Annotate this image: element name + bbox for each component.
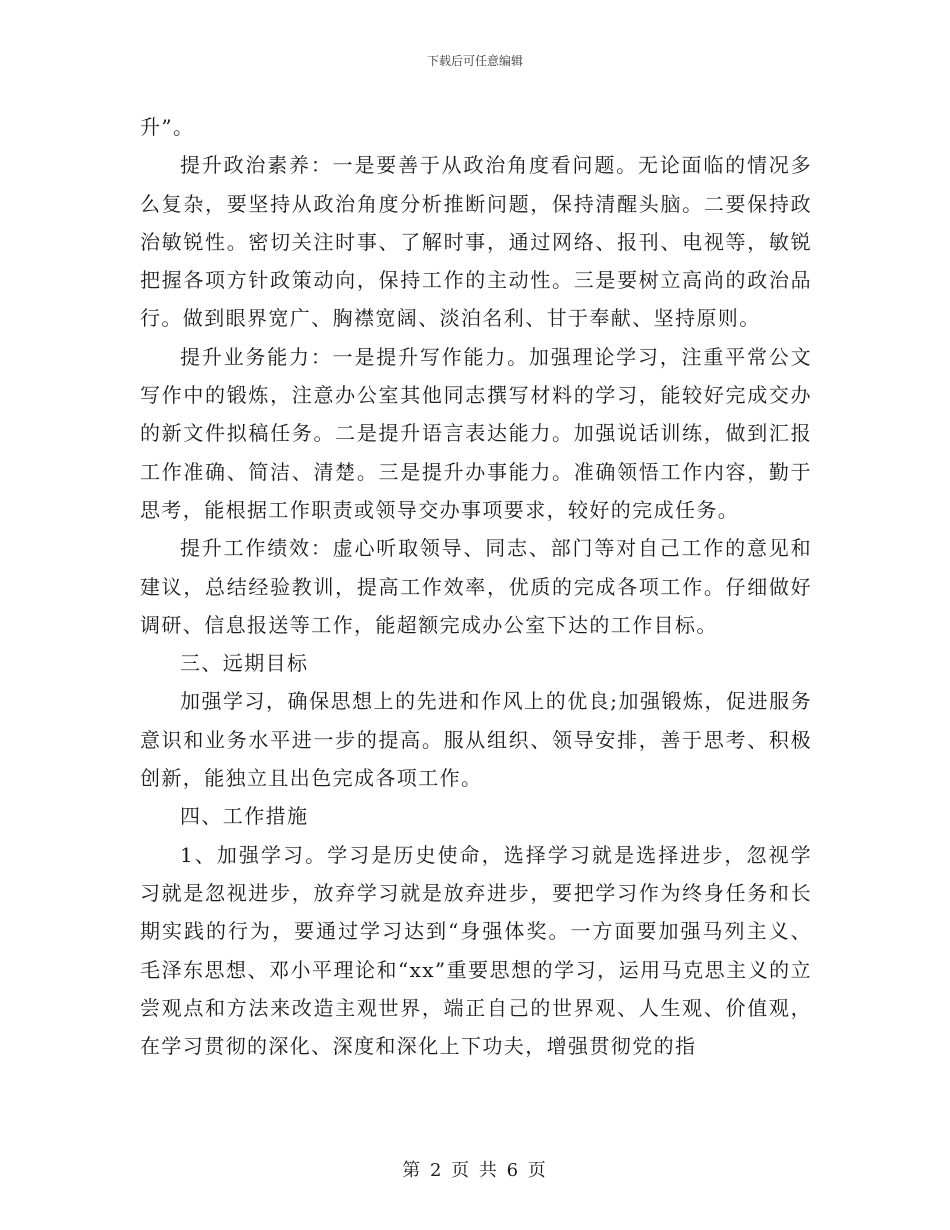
header-note: 下载后可任意编辑 xyxy=(426,54,523,68)
paragraph-work-performance: 提升工作绩效：虚心听取领导、同志、部门等对自己工作的意见和建议，总结经验教训，提高工作效率，优质的完成各项工作。仔细做好调研、信息报送等工作，能超额完成办公室下达的工作目标。 xyxy=(140,536,812,637)
page-number-footer xyxy=(0,1156,950,1182)
section-heading-long-term-goals: 三、远期目标 xyxy=(180,651,309,676)
paragraph-strengthen-learning: 1、加强学习。学习是历史使命，选择学习就是选择进步，忽视学习就是忽视进步，放弃学习就是放弃进步，要把学习作为终身任务和长期实践的行为，要通过学习达到“身强体奖。一方面要加强马列主义、毛泽东思想、邓小平理论和“xx”重要思想的学习，运用马克思主义的立尝观点和方法来改造主观世界，端正自己的世界观、人生观、价值观，在学习贯彻的深化、深度和深化上下功夫，增强贯彻党的指 xyxy=(140,842,812,1059)
paragraph-continuation: 升”。 xyxy=(140,115,195,139)
paragraph-business-ability: 提升业务能力：一是提升写作能力。加强理论学习，注重平常公文写作中的锻炼，注意办公室其他同志撰写材料的学习，能较好完成交办的新文件拟稿任务。二是提升语言表达能力。加强说话训练，做到汇报工作准确、简洁、清楚。三是提升办事能力。准确领悟工作内容，勤于思考，能根据工作职责或领导交办事项要求，较好的完成任务。 xyxy=(140,344,812,522)
section-heading-work-measures: 四、工作措施 xyxy=(180,804,309,829)
document-body xyxy=(140,108,812,1065)
page-number-label: 第 2 页 共 6 页 xyxy=(402,1160,548,1181)
paragraph-political-quality: 提升政治素养：一是要善于从政治角度看问题。无论面临的情况多么复杂，要坚持从政治角度分析推断问题，保持清醒头脑。二要保持政治敏锐性。密切关注时事、了解时事，通过网络、报刊、电视等，敏锐把握各项方针政策动向，保持工作的主动性。三是要树立高尚的政治品行。做到眼界宽广、胸襟宽阔、淡泊名利、甘于奉献、坚持原则。 xyxy=(140,153,812,331)
paragraph-long-term-goals: 加强学习，确保思想上的先进和作风上的优良;加强锻炼，促进服务意识和业务水平进一步的提高。服从组织、领导安排，善于思考、积极创新，能独立且出色完成各项工作。 xyxy=(140,689,812,791)
